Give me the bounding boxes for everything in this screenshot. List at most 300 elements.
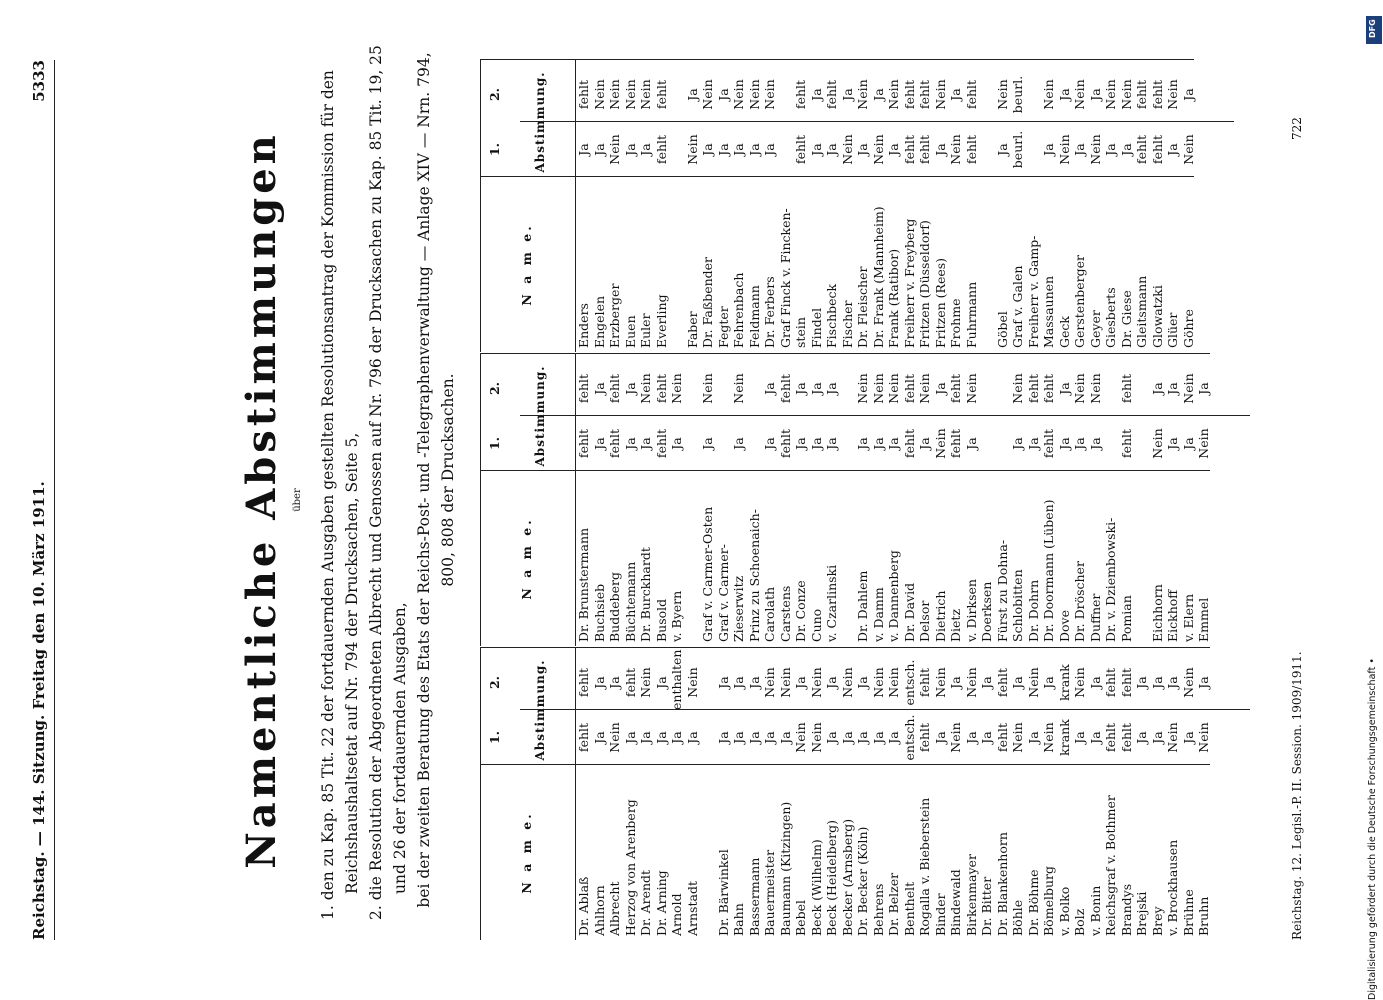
- vote-2: fehlt: [653, 373, 669, 404]
- vote-1: Ja: [1010, 437, 1025, 450]
- member-name: v. Dirksen: [963, 579, 979, 642]
- vote-2: Ja: [591, 676, 607, 689]
- table-row: [855, 60, 871, 352]
- vote-2: fehlt: [963, 79, 979, 110]
- member-name: Bauermeister: [762, 849, 777, 936]
- footer-number: 722: [1290, 117, 1304, 140]
- table-header: [480, 60, 576, 352]
- vote-1: Ja: [638, 731, 653, 744]
- vote-table-2: [480, 354, 1212, 646]
- vote-2: fehlt: [777, 373, 793, 404]
- vote-1: Ja: [855, 143, 870, 156]
- table-row: [1165, 60, 1181, 352]
- table-row: [933, 354, 949, 646]
- footer-text: Reichstag. 12. Legisl.-P. II. Session. 1909/1911.: [1290, 651, 1304, 940]
- table-row: [576, 648, 592, 940]
- member-name: Dietrich: [932, 590, 948, 642]
- vote-1: Ja: [622, 143, 638, 156]
- vote-1: Ja: [1087, 437, 1103, 450]
- vote-2: beurl.: [1010, 75, 1025, 114]
- vote-2: Nein: [684, 667, 700, 698]
- vote-1: Ja: [1149, 731, 1165, 744]
- vote-1: Ja: [824, 437, 839, 450]
- table-row: [716, 648, 732, 940]
- member-name: Euler: [638, 313, 653, 348]
- column-divider: [520, 415, 1250, 416]
- table-row: [1103, 648, 1119, 940]
- vote-2: Nein: [1041, 79, 1056, 110]
- vote-1: Ja: [870, 437, 886, 450]
- vote-1: Ja: [793, 437, 808, 450]
- vote-2: Ja: [948, 676, 963, 689]
- table-row: [700, 648, 716, 940]
- table-row: [592, 354, 608, 646]
- member-name: stein: [793, 317, 808, 348]
- member-name: Geyer: [1087, 310, 1103, 348]
- vote-2: Nein: [1180, 667, 1196, 698]
- member-name: Zieserwitz: [731, 575, 746, 642]
- member-name: Bassermann: [746, 857, 762, 936]
- member-name: Erzberger: [607, 283, 622, 348]
- table-row: [762, 60, 778, 352]
- table-row: [793, 648, 809, 940]
- member-name: Arnstadt: [684, 881, 700, 936]
- vote-1: Ja: [1041, 143, 1056, 156]
- table-row: [747, 354, 763, 646]
- member-name: Böhle: [1010, 899, 1025, 936]
- vote2-column-header: 2.: [487, 381, 502, 396]
- member-name: Schlobitten: [1010, 569, 1025, 642]
- vote-2: fehlt: [622, 667, 638, 698]
- vote-2: Nein: [1087, 373, 1103, 404]
- vote-2: fehlt: [901, 79, 917, 110]
- vote-2: fehlt: [994, 667, 1010, 698]
- vote-2: Ja: [932, 382, 948, 395]
- member-name: Dr. Dahlem: [855, 570, 870, 642]
- vote-1: Ja: [669, 731, 684, 744]
- vote-1: Nein: [839, 134, 855, 165]
- table-row: [762, 354, 778, 646]
- vote-2: Nein: [1025, 667, 1041, 698]
- vote-2: Ja: [1149, 382, 1165, 395]
- vote-1: krank: [1056, 719, 1072, 756]
- vote-1: Ja: [731, 731, 746, 744]
- table-row: [917, 354, 933, 646]
- vote-1: beurl.: [1010, 130, 1025, 169]
- vote-2: Ja: [715, 676, 731, 689]
- vote-2: fehlt: [576, 79, 591, 110]
- dfg-sidebar: [1365, 8, 1383, 998]
- vote-1: Ja: [700, 143, 715, 156]
- vote-1: Ja: [715, 143, 731, 156]
- member-name: Becker (Arnsberg): [839, 818, 855, 936]
- member-name: Fuhrmann: [963, 281, 979, 348]
- vote1-column-header: 1.: [487, 142, 502, 157]
- header-text: Reichstag. — 144. Sitzung. Freitag den 10. März 1911.: [30, 481, 48, 940]
- member-name: Göbel: [994, 311, 1010, 348]
- table-row: [778, 354, 794, 646]
- vote-1: Ja: [1165, 437, 1180, 450]
- vote-2: Nein: [886, 79, 901, 110]
- member-name: Dr. Fleischer: [855, 266, 870, 348]
- member-name: v. Bonin: [1087, 885, 1103, 936]
- column-divider: [480, 353, 1210, 354]
- table-row: [1181, 60, 1197, 352]
- vote-2: fehlt: [1149, 79, 1165, 110]
- table-row: [917, 60, 933, 352]
- table-row: [855, 648, 871, 940]
- vote-2: Ja: [1196, 676, 1211, 689]
- member-name: Dr. Dohrn: [1025, 579, 1041, 642]
- vote-1: Ja: [963, 731, 979, 744]
- vote-1: Ja: [777, 731, 793, 744]
- vote-1: Ja: [1180, 731, 1196, 744]
- table-row: [1165, 354, 1181, 646]
- vote-2: Nein: [622, 79, 638, 110]
- vote-1: Nein: [1180, 134, 1196, 165]
- member-name: Enders: [576, 303, 591, 348]
- vote-1: Ja: [715, 731, 731, 744]
- vote-2: fehlt: [576, 667, 591, 698]
- table-row: [871, 60, 887, 352]
- table-row: [1150, 648, 1166, 940]
- vote-2: fehlt: [1118, 373, 1134, 404]
- table-row: [1134, 60, 1150, 352]
- vote-2: Ja: [793, 382, 808, 395]
- member-name: Bömelburg: [1041, 866, 1056, 936]
- vote-1: Ja: [1134, 731, 1149, 744]
- vote-1: fehlt: [777, 428, 793, 459]
- vote-2: Ja: [715, 88, 731, 101]
- member-name: Ahlhorn: [591, 885, 607, 936]
- member-name: Dr. Arendt: [638, 869, 653, 936]
- member-name: Beck (Heidelberg): [824, 820, 839, 936]
- vote-1: Ja: [886, 731, 901, 744]
- abstimmung-header: Abstimmung.: [533, 659, 547, 761]
- member-name: Eichhorn: [1149, 584, 1165, 642]
- vote-1: Ja: [917, 437, 932, 450]
- table-row: [871, 648, 887, 940]
- vote-1: Nein: [1087, 134, 1103, 165]
- vote-1: fehlt: [653, 428, 669, 459]
- member-name: Dr. Dröscher: [1072, 561, 1087, 642]
- vote-2: Nein: [638, 373, 653, 404]
- member-name: Geck: [1056, 316, 1072, 348]
- table-row: [1072, 60, 1088, 352]
- abstimmung-header: Abstimmung.: [533, 71, 547, 173]
- member-name: Pomian: [1118, 595, 1134, 642]
- vote-1: Ja: [622, 731, 638, 744]
- page-number: 5333: [30, 60, 48, 102]
- vote2-column-header: 2.: [487, 87, 502, 102]
- vote-1: fehlt: [963, 134, 979, 165]
- member-name: Freiherr v. Gamp-: [1025, 235, 1041, 348]
- vote-1: Ja: [731, 143, 746, 156]
- table-row: [979, 354, 995, 646]
- vote-2: Ja: [731, 676, 746, 689]
- member-name: Fritzen (Düsseldorf): [917, 220, 932, 348]
- member-name: Dietz: [948, 608, 963, 642]
- table-row: [685, 60, 701, 352]
- subtitle-ueber: über: [292, 488, 303, 512]
- vote-2: Ja: [1196, 382, 1211, 395]
- table-row: [638, 354, 654, 646]
- table-row: [886, 354, 902, 646]
- intro-block: [316, 40, 460, 920]
- member-name: Findel: [808, 307, 824, 348]
- vote-2: fehlt: [901, 373, 917, 404]
- table-row: [1057, 60, 1073, 352]
- page-title: Namentliche Abstimmungen: [238, 131, 285, 869]
- member-name: Fischer: [839, 300, 855, 348]
- vote-2: Ja: [1041, 676, 1056, 689]
- member-name: Massaunen: [1041, 275, 1056, 348]
- member-name: v. Dannenberg: [886, 550, 901, 642]
- vote-2: krank: [1056, 664, 1072, 701]
- vote-1: Ja: [700, 437, 715, 450]
- vote-1: Ja: [1103, 143, 1118, 156]
- member-name: Faber: [684, 311, 700, 348]
- table-row: [824, 60, 840, 352]
- member-name: Freiherr v. Freyberg: [901, 218, 917, 348]
- table-row: [964, 354, 980, 646]
- vote-2: fehlt: [1025, 373, 1041, 404]
- abstimmung-header: Abstimmung.: [533, 365, 547, 467]
- table-row: [576, 354, 592, 646]
- column-divider: [480, 764, 1210, 765]
- dfg-credit: Digitalisierung gefördert durch die Deutsche Forschungsgemeinschaft •: [1367, 658, 1378, 1000]
- member-name: Rogalla v. Bieberstein: [917, 797, 932, 936]
- table-row: [669, 354, 685, 646]
- vote-1: Nein: [808, 722, 824, 753]
- vote1-column-header: 1.: [487, 730, 502, 745]
- vote-2: Ja: [1134, 676, 1149, 689]
- table-row: [1072, 648, 1088, 940]
- member-name: Bindewald: [948, 869, 963, 936]
- column-divider: [480, 176, 1194, 177]
- table-row: [607, 354, 623, 646]
- vote-2: fehlt: [793, 79, 808, 110]
- vote-2: Ja: [839, 88, 855, 101]
- table-row: [809, 60, 825, 352]
- vote-table-1: [480, 648, 1212, 940]
- vote-1: Ja: [1072, 437, 1087, 450]
- member-name: Göhre: [1180, 309, 1196, 348]
- vote-1: fehlt: [901, 428, 917, 459]
- vote-2: Ja: [1010, 676, 1025, 689]
- vote-2: fehlt: [917, 79, 932, 110]
- table-row: [778, 60, 794, 352]
- vote-2: Nein: [932, 79, 948, 110]
- name-column-header: N a m e.: [519, 517, 534, 600]
- member-name: Albrecht: [607, 881, 622, 936]
- table-row: [1103, 354, 1119, 646]
- table-row: [1088, 354, 1104, 646]
- table-header: [480, 648, 576, 940]
- vote-2: fehlt: [1103, 667, 1118, 698]
- table-row: [1181, 354, 1197, 646]
- vote-2: enthalten: [669, 649, 684, 710]
- vote-2: Ja: [808, 88, 824, 101]
- vote-2: fehlt: [948, 373, 963, 404]
- vote-1: Ja: [932, 731, 948, 744]
- member-name: Dr. Giese: [1118, 290, 1134, 348]
- table-row: [1088, 648, 1104, 940]
- table-row: [933, 648, 949, 940]
- vote-2: Nein: [886, 667, 901, 698]
- vote-2: Ja: [1165, 676, 1180, 689]
- vote-1: Nein: [607, 722, 622, 753]
- vote-1: Nein: [1196, 722, 1211, 753]
- vote-2: Nein: [1165, 79, 1180, 110]
- vote-2: Ja: [948, 88, 963, 101]
- vote-1: Ja: [1087, 731, 1103, 744]
- table-row: [1119, 648, 1135, 940]
- table-row: [1072, 354, 1088, 646]
- table-row: [1057, 648, 1073, 940]
- vote-2: fehlt: [1134, 79, 1149, 110]
- vote-2: Ja: [653, 676, 669, 689]
- vote-1: fehlt: [1134, 134, 1149, 165]
- table-row: [607, 648, 623, 940]
- member-name: Dr. Burckhardt: [638, 547, 653, 642]
- table-row: [716, 60, 732, 352]
- table-row: [964, 648, 980, 940]
- vote-1: fehlt: [917, 722, 932, 753]
- name-column-header: N a m e.: [519, 811, 534, 894]
- vote-2: Ja: [1149, 676, 1165, 689]
- column-divider: [520, 121, 1234, 122]
- vote-1: Ja: [855, 731, 870, 744]
- vote-1: Nein: [1056, 134, 1072, 165]
- member-name: v. Elern: [1180, 593, 1196, 642]
- vote-2: Nein: [1118, 79, 1134, 110]
- vote-1: Ja: [591, 731, 607, 744]
- vote-1: Ja: [653, 731, 669, 744]
- vote-2: Nein: [963, 667, 979, 698]
- member-name: Carolath: [762, 586, 777, 642]
- table-row: [778, 648, 794, 940]
- table-row: [886, 60, 902, 352]
- vote-1: Ja: [839, 731, 855, 744]
- table-row: [1010, 648, 1026, 940]
- table-row: [1165, 648, 1181, 940]
- member-name: Dr. Arning: [653, 870, 669, 936]
- vote-1: Ja: [1165, 143, 1180, 156]
- table-row: [809, 354, 825, 646]
- table-row: [623, 648, 639, 940]
- vote-1: Ja: [808, 437, 824, 450]
- vote-2: Nein: [1010, 373, 1025, 404]
- member-name: Duffner: [1087, 593, 1103, 642]
- vote-2: Ja: [607, 676, 622, 689]
- vote-1: Nein: [932, 428, 948, 459]
- column-divider: [480, 59, 1194, 60]
- table-row: [1150, 60, 1166, 352]
- member-name: Bahn: [731, 903, 746, 936]
- vote-1: Nein: [1149, 428, 1165, 459]
- member-name: Brandys: [1118, 883, 1134, 936]
- table-row: [809, 648, 825, 940]
- vote-1: fehlt: [1103, 722, 1118, 753]
- member-name: Brey: [1149, 906, 1165, 936]
- vote-2: Nein: [607, 79, 622, 110]
- vote-1: Ja: [746, 731, 762, 744]
- table-row: [871, 354, 887, 646]
- member-name: Fritzen (Rees): [932, 257, 948, 348]
- member-name: Cuno: [808, 608, 824, 642]
- member-name: Brejski: [1134, 891, 1149, 936]
- vote-1: Ja: [824, 143, 839, 156]
- table-row: [1026, 354, 1042, 646]
- member-name: Busold: [653, 598, 669, 642]
- vote-2: fehlt: [824, 79, 839, 110]
- member-name: Feldmann: [746, 285, 762, 348]
- table-row: [685, 648, 701, 940]
- vote-2: Nein: [808, 667, 824, 698]
- table-row: [855, 354, 871, 646]
- table-row: [1134, 648, 1150, 940]
- member-name: Eickhoff: [1165, 589, 1180, 642]
- vote-2: Nein: [1072, 667, 1087, 698]
- vote-1: Nein: [607, 134, 622, 165]
- vote-1: fehlt: [576, 428, 591, 459]
- vote-1: entsch.: [901, 714, 917, 761]
- vote-1: Nein: [793, 722, 808, 753]
- vote-2: Ja: [591, 382, 607, 395]
- column-divider: [480, 647, 1210, 648]
- table-row: [592, 648, 608, 940]
- table-row: [902, 648, 918, 940]
- vote-2: Ja: [622, 382, 638, 395]
- member-name: Beck (Wilhelm): [808, 839, 824, 936]
- vote-1: fehlt: [1118, 428, 1134, 459]
- member-name: Graf v. Carmer-Osten: [700, 506, 715, 642]
- table-row: [979, 60, 995, 352]
- member-name: Fegter: [715, 306, 731, 348]
- vote-1: Nein: [1196, 428, 1211, 459]
- member-name: Glowatzki: [1149, 285, 1165, 348]
- table-row: [669, 648, 685, 940]
- table-row: [1041, 60, 1057, 352]
- header-rule: [54, 60, 55, 940]
- member-name: Buchsieb: [591, 583, 607, 642]
- table-row: [902, 354, 918, 646]
- vote-1: Ja: [855, 437, 870, 450]
- vote-2: Nein: [746, 79, 762, 110]
- vote-2: Nein: [731, 79, 746, 110]
- table-row: [979, 648, 995, 940]
- member-name: Dr. Conze: [793, 580, 808, 642]
- member-name: Dove: [1056, 609, 1072, 642]
- member-name: Dr. Bärwinkel: [715, 849, 731, 936]
- member-name: Dr. Brunstermann: [576, 527, 591, 642]
- member-name: Graf v. Galen: [1010, 265, 1025, 348]
- member-name: Herzog von Arenberg: [622, 799, 638, 936]
- vote-1: fehlt: [994, 722, 1010, 753]
- vote-2: Nein: [994, 79, 1010, 110]
- vote-1: Ja: [808, 143, 824, 156]
- member-name: Delsor: [917, 600, 932, 642]
- vote-1: Nein: [1041, 722, 1056, 753]
- member-name: Prinz zu Schoenaich-: [746, 509, 762, 642]
- vote-1: Ja: [731, 437, 746, 450]
- vote-2: Ja: [824, 676, 839, 689]
- table-row: [995, 354, 1011, 646]
- member-name: Arnold: [669, 893, 684, 936]
- vote-2: Nein: [1180, 373, 1196, 404]
- vote-1: Ja: [886, 437, 901, 450]
